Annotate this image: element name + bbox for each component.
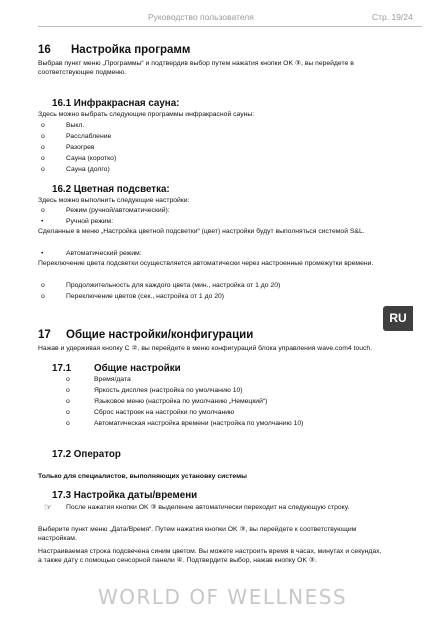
- list-bullet: o: [66, 398, 70, 405]
- list-bullet: o: [41, 122, 45, 129]
- section-17-1-number: 17.1: [52, 363, 72, 374]
- section-17-3-p2-line1: Настраиваемая строка подсвечена синим цветом. Вы можете настроить время в часах, минутах и секундах,: [38, 548, 382, 555]
- header-title: Руководство пользователя: [148, 12, 254, 22]
- list-bullet: o: [41, 133, 45, 140]
- section-17-3-title: 17.3 Настройка даты/времени: [52, 490, 198, 501]
- manual-mode-text: Сделанные в меню „Настройка цветной подсветки“ (цвет) настройки будут выполняться системой S&L.: [38, 228, 365, 235]
- section-16-2-title: 16.2 Цветная подсветка:: [52, 184, 170, 195]
- section-17-3-p2-line2: а также дату с помощью сенсорной панели ④. Подтвердите выбор, нажав кнопку OK ③.: [38, 557, 317, 564]
- list-item: Языковое меню (настройка по умолчанию „Немецкий“): [94, 398, 268, 405]
- section-17-1-title: Общие настройки: [94, 363, 181, 374]
- list-item: Выкл.: [66, 122, 85, 129]
- section-16-intro-line1: Выбрав пункт меню „Программы“ и подтвердив выбор путем нажатия кнопки OK ③, вы перейдете в: [38, 60, 354, 67]
- list-item: Время/дата: [94, 376, 131, 383]
- list-item: Сауна (коротко): [66, 155, 117, 162]
- list-item: Автоматическая настройка времени (настройка по умолчанию 10): [94, 420, 304, 427]
- section-17-intro: Нажав и удерживая кнопку С ②, вы перейдете в меню конфигураций блока управления wave.com4 touch.: [38, 345, 373, 352]
- pointing-hand-icon: ☞: [44, 502, 53, 512]
- list-bullet: o: [41, 144, 45, 151]
- footer-brand: WORLD OF WELLNESS: [98, 585, 348, 609]
- section-16-number: 16: [38, 44, 51, 56]
- list-bullet: o: [41, 293, 45, 300]
- list-bullet: o: [66, 387, 70, 394]
- list-bullet: •: [41, 250, 44, 257]
- list-bullet: o: [66, 420, 70, 427]
- section-16-intro-line2: соответствующее подменю.: [38, 69, 127, 76]
- auto-mode-label: Автоматический режим:: [66, 250, 142, 257]
- list-item: Яркость дисплея (настройка по умолчанию 10): [94, 387, 243, 394]
- section-17-3-hint: После нажатия кнопки OK ③ выделение автоматически переходит на следующую строку.: [66, 504, 350, 511]
- auto-mode-text: Переключение цвета подсветки осуществляется автоматически через настроенные промежутки времени.: [38, 260, 374, 267]
- list-bullet: o: [41, 207, 45, 214]
- list-bullet: o: [41, 155, 45, 162]
- section-17-2-title: 17.2 Оператор: [52, 449, 121, 460]
- list-bullet: o: [41, 166, 45, 173]
- list-bullet: o: [66, 409, 70, 416]
- section-17-title: Общие настройки/конфигурации: [66, 329, 254, 341]
- language-tab-ru: RU: [383, 306, 413, 331]
- mode-item: Режим (ручной/автоматический):: [66, 207, 170, 214]
- list-bullet: o: [66, 376, 70, 383]
- section-16-1-intro: Здесь можно выбрать следующие программы инфракрасной сауны:: [38, 111, 255, 118]
- section-16-2-intro: Здесь можно выполнить следующие настройки:: [38, 197, 190, 204]
- manual-mode-label: Ручной режим:: [66, 218, 114, 225]
- header-divider: [38, 26, 422, 27]
- list-item: Разогрев: [66, 144, 95, 151]
- list-item: Переключение цветов (сек., настройка от 1 до 20): [66, 293, 225, 300]
- section-17-number: 17: [38, 329, 51, 341]
- list-item: Продолжительность для каждого цвета (мин., настройка от 1 до 20): [66, 282, 281, 289]
- section-16-1-title: 16.1 Инфракрасная сауна:: [52, 98, 180, 109]
- header-page-number: Стр. 19/24: [372, 12, 413, 22]
- list-item: Сауна (долго): [66, 166, 110, 173]
- section-17-3-p1-line2: настройкам.: [38, 535, 77, 542]
- list-bullet: •: [41, 218, 44, 225]
- section-17-3-p1-line1: Выберите пункт меню „Дата/Время“. Путем нажатия кнопки OK ③, вы перейдете к соответствующим: [38, 526, 357, 533]
- section-17-2-note: Только для специалистов, выполняющих установку системы: [38, 473, 247, 480]
- list-bullet: o: [41, 282, 45, 289]
- list-item: Сброс настроек на настройки по умолчанию: [94, 409, 235, 416]
- section-16-title: Настройка программ: [71, 44, 191, 56]
- list-item: Расслабление: [66, 133, 112, 140]
